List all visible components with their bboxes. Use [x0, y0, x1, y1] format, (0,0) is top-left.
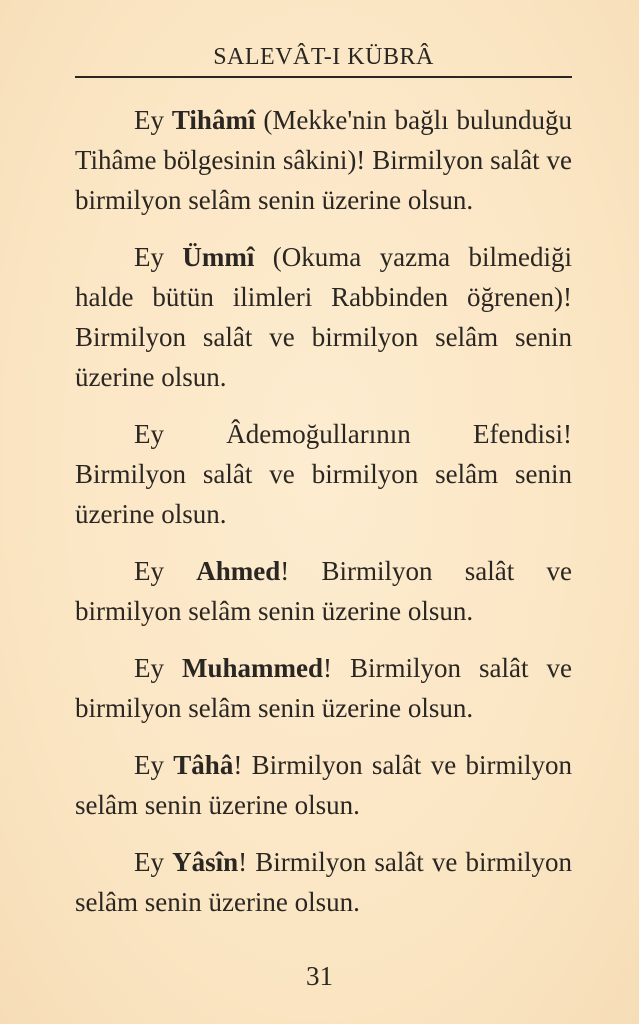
paragraph-lead: Ey: [134, 105, 172, 135]
paragraph-rest: ! Birmilyon salât ve birmilyon selâm senin üzerine olsun.: [75, 556, 572, 626]
paragraph-ahmed: [75, 551, 572, 631]
epithet-bold: Ahmed: [196, 556, 281, 586]
header-rule: [75, 76, 572, 78]
paragraph-yasin: [75, 842, 572, 922]
paragraph-rest: ! Birmilyon salât ve birmilyon selâm senin üzerine olsun.: [75, 653, 572, 723]
epithet-bold: Tâhâ: [173, 750, 234, 780]
paragraph-lead: Ey: [134, 556, 197, 586]
epithet-bold: Muhammed: [182, 653, 324, 683]
paragraph-rest: ! Birmilyon salât ve birmilyon selâm senin üzerine olsun.: [75, 847, 572, 917]
paragraph-lead: Ey: [134, 847, 173, 877]
paragraph-rest: (Okuma yazma bilmediği halde bütün ilimleri Rabbinden öğrenen)! Birmilyon salât ve birmilyon selâm senin üzerine olsun.: [75, 242, 573, 392]
paragraph-lead: Ey: [134, 653, 183, 683]
running-title: SALEVÂT-I KÜBRÂ: [213, 44, 434, 70]
paragraph-muhammed: [75, 648, 572, 728]
epithet-bold: Tihâmî: [171, 105, 256, 135]
paragraph-ademogullari: [75, 414, 572, 534]
page-number: 31: [306, 961, 333, 991]
paragraph-taha: [75, 745, 572, 825]
paragraph-lead: Ey: [134, 242, 183, 272]
epithet-bold: Yâsîn: [172, 847, 239, 877]
paragraph-lead: Ey Âdemoğullarının Efendisi! Birmilyon salât ve birmilyon selâm senin üzerine olsun.: [75, 419, 572, 529]
paragraph-ummi: [75, 237, 572, 397]
epithet-bold: Ümmî: [182, 242, 255, 272]
paragraph-rest: ! Birmilyon salât ve birmilyon selâm senin üzerine olsun.: [75, 750, 572, 820]
body-text: [75, 100, 572, 939]
paragraph-rest: (Mekke'nin bağlı bulunduğu Tihâme bölgesinin sâkini)! Birmilyon salât ve birmilyon selâm senin üzerine olsun.: [75, 105, 572, 215]
paragraph-tihami: [75, 100, 572, 220]
paragraph-lead: Ey: [134, 750, 174, 780]
